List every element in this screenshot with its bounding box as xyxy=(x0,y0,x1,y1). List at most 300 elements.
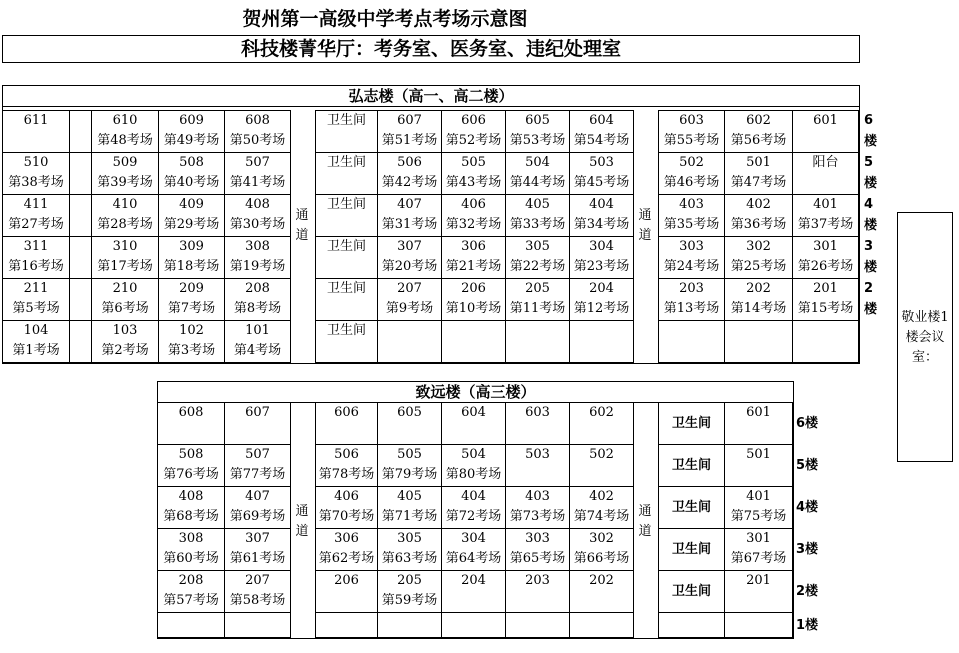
room-cell xyxy=(505,152,570,195)
room-cell xyxy=(91,236,159,279)
room-cell xyxy=(569,320,634,363)
passage-label: 通道 xyxy=(638,504,652,539)
room-number: 605 xyxy=(397,405,422,420)
exam-room-label: 第67考场 xyxy=(730,551,787,566)
room-number xyxy=(506,613,569,633)
exam-room-label xyxy=(225,423,290,443)
room-cell xyxy=(792,194,859,237)
room-cell xyxy=(569,612,634,638)
exam-room-label xyxy=(725,341,792,361)
floor-label: 3楼 xyxy=(796,542,819,557)
room-number xyxy=(378,321,441,341)
room-number: 404 xyxy=(461,489,486,504)
exam-room-label: 第23考场 xyxy=(573,259,630,274)
room-cell xyxy=(315,110,378,153)
exam-room-label: 第13考场 xyxy=(663,301,720,316)
room-cell xyxy=(91,110,159,153)
exam-room-label: 第70考场 xyxy=(318,509,375,524)
room-number: 508 xyxy=(178,447,204,462)
room-number: 510 xyxy=(23,155,49,170)
room-cell xyxy=(441,194,506,237)
floor-label: 5楼 xyxy=(796,458,819,473)
room-number: 502 xyxy=(679,155,704,170)
room-cell xyxy=(724,444,793,487)
room-cell xyxy=(569,236,634,279)
room-cell xyxy=(91,278,159,321)
exam-room-label: 第25考场 xyxy=(730,259,787,274)
room-number: 208 xyxy=(178,573,204,588)
room-cell xyxy=(505,278,570,321)
exam-room-label: 第24考场 xyxy=(663,259,720,274)
passage-label: 通道 xyxy=(295,504,309,539)
room-number: 206 xyxy=(461,281,486,296)
room-number: 608 xyxy=(245,113,270,128)
room-cell xyxy=(158,236,225,279)
exam-room-label xyxy=(725,591,792,611)
room-number xyxy=(378,613,441,633)
room-number: 305 xyxy=(397,531,422,546)
exam-room-label: 第61考场 xyxy=(229,551,286,566)
room-number xyxy=(659,321,724,341)
room-cell xyxy=(505,320,570,363)
room-number: 408 xyxy=(178,489,204,504)
room-cell xyxy=(157,528,225,571)
room-cell xyxy=(158,194,225,237)
empty-cell xyxy=(69,320,92,363)
exam-room-label: 第60考场 xyxy=(163,551,219,566)
exam-room-label: 第50考场 xyxy=(229,133,286,148)
exam-room-label: 第6考场 xyxy=(101,301,149,316)
room-number: 103 xyxy=(112,323,138,338)
room-cell xyxy=(569,194,634,237)
room-cell xyxy=(377,444,442,487)
room-cell xyxy=(224,152,291,195)
room-number: 卫生间 xyxy=(326,197,366,212)
exam-room-label xyxy=(158,423,224,443)
room-cell xyxy=(724,110,793,153)
exam-room-label: 第12考场 xyxy=(573,301,630,316)
meeting-room-box: 敬业楼1楼会议室： xyxy=(897,212,953,462)
room-number: 203 xyxy=(679,281,704,296)
exam-room-label: 第53考场 xyxy=(509,133,566,148)
room-cell xyxy=(377,278,442,321)
room-cell xyxy=(2,236,70,279)
room-cell xyxy=(441,278,506,321)
subtitle-box: 科技楼菁华厅：考务室、医务室、违纪处理室 xyxy=(2,35,860,63)
room-cell xyxy=(505,402,570,445)
exam-room-label xyxy=(506,465,569,485)
room-cell xyxy=(224,444,291,487)
room-number xyxy=(570,321,633,341)
room-number: 304 xyxy=(589,239,614,254)
room-cell xyxy=(224,236,291,279)
room-number: 308 xyxy=(178,531,204,546)
room-number: 304 xyxy=(461,531,486,546)
exam-room-label xyxy=(570,341,633,361)
exam-room-label xyxy=(316,341,377,361)
room-number: 302 xyxy=(746,239,771,254)
room-number: 311 xyxy=(23,239,49,254)
exam-room-label: 第77考场 xyxy=(229,467,286,482)
room-number: 401 xyxy=(813,197,838,212)
room-cell xyxy=(224,402,291,445)
room-cell xyxy=(91,320,159,363)
room-cell xyxy=(377,152,442,195)
room-number: 502 xyxy=(589,447,614,462)
room-number: 301 xyxy=(813,239,838,254)
room-number: 501 xyxy=(746,447,771,462)
room-cell xyxy=(569,402,634,445)
room-cell xyxy=(505,110,570,153)
room-number: 506 xyxy=(397,155,422,170)
exam-room-label xyxy=(316,173,377,193)
exam-room-label: 第40考场 xyxy=(163,175,220,190)
room-cell xyxy=(377,194,442,237)
room-cell xyxy=(157,612,225,638)
room-number: 203 xyxy=(525,573,550,588)
room-cell xyxy=(505,570,570,613)
exam-room-label: 第9考场 xyxy=(385,301,434,316)
room-cell xyxy=(441,152,506,195)
room-number xyxy=(506,321,569,341)
exam-room-label xyxy=(316,131,377,151)
toilet-cell: 卫生间 xyxy=(658,444,725,487)
room-cell xyxy=(315,320,378,363)
room-cell xyxy=(724,152,793,195)
room-cell xyxy=(658,236,725,279)
room-number: 408 xyxy=(245,197,270,212)
room-number: 401 xyxy=(746,489,771,504)
room-cell xyxy=(658,110,725,153)
exam-room-label: 第46考场 xyxy=(663,175,720,190)
exam-room-label: 第18考场 xyxy=(163,259,220,274)
room-number: 306 xyxy=(461,239,486,254)
exam-room-label: 第30考场 xyxy=(229,217,286,232)
exam-room-label xyxy=(316,257,377,277)
room-cell xyxy=(315,152,378,195)
room-number: 410 xyxy=(112,197,138,212)
exam-room-label xyxy=(316,215,377,235)
room-number: 606 xyxy=(334,405,359,420)
room-number: 307 xyxy=(245,531,270,546)
room-cell xyxy=(569,444,634,487)
room-cell xyxy=(792,278,859,321)
room-number: 205 xyxy=(525,281,550,296)
exam-room-label: 第39考场 xyxy=(97,175,153,190)
room-number: 504 xyxy=(461,447,486,462)
room-number: 601 xyxy=(746,405,771,420)
room-cell xyxy=(377,570,442,613)
empty-cell xyxy=(69,194,92,237)
exam-room-label: 第38考场 xyxy=(8,175,64,190)
exam-room-label xyxy=(570,465,633,485)
exam-room-label: 第68考场 xyxy=(163,509,219,524)
exam-room-label xyxy=(506,633,569,653)
room-cell xyxy=(377,320,442,363)
room-number: 阳台 xyxy=(812,155,839,170)
room-number: 403 xyxy=(525,489,550,504)
room-number: 卫生间 xyxy=(326,155,366,170)
room-number: 406 xyxy=(461,197,486,212)
room-number: 309 xyxy=(179,239,204,254)
exam-room-label: 第31考场 xyxy=(381,217,438,232)
exam-room-label: 第20考场 xyxy=(381,259,438,274)
exam-room-label: 第58考场 xyxy=(229,593,286,608)
exam-room-label xyxy=(442,341,505,361)
room-number: 211 xyxy=(23,281,49,296)
room-number: 307 xyxy=(397,239,422,254)
room-cell xyxy=(569,278,634,321)
exam-room-label xyxy=(378,423,441,443)
exam-room-label xyxy=(158,633,224,653)
room-number: 411 xyxy=(23,197,49,212)
exam-room-label xyxy=(378,341,441,361)
room-number: 604 xyxy=(461,405,486,420)
room-cell xyxy=(792,152,859,195)
room-number xyxy=(725,321,792,341)
room-cell xyxy=(91,152,159,195)
room-cell xyxy=(315,444,378,487)
exam-room-label: 第37考场 xyxy=(797,217,854,232)
room-number xyxy=(225,613,290,633)
exam-room-label: 第76考场 xyxy=(163,467,219,482)
room-cell xyxy=(377,402,442,445)
room-cell xyxy=(441,110,506,153)
exam-room-label: 第22考场 xyxy=(509,259,566,274)
room-number: 卫生间 xyxy=(326,281,366,296)
room-cell xyxy=(224,278,291,321)
room-cell xyxy=(441,236,506,279)
exam-room-label xyxy=(725,423,792,443)
room-number: 104 xyxy=(23,323,49,338)
exam-room-label xyxy=(725,465,792,485)
exam-room-label: 第16考场 xyxy=(8,259,64,274)
exam-room-label: 第49考场 xyxy=(163,133,220,148)
room-cell xyxy=(505,236,570,279)
exam-room-label: 第62考场 xyxy=(318,551,375,566)
exam-room-label: 第72考场 xyxy=(445,509,502,524)
room-number xyxy=(442,613,505,633)
exam-room-label: 第21考场 xyxy=(445,259,502,274)
exam-room-label: 第33考场 xyxy=(509,217,566,232)
room-number: 207 xyxy=(245,573,270,588)
empty-cell xyxy=(69,110,92,153)
exam-room-label xyxy=(793,341,858,361)
room-cell xyxy=(658,320,725,363)
floor-label: 4楼 xyxy=(864,197,878,233)
floor-label: 5楼 xyxy=(864,155,878,191)
exam-room-label xyxy=(506,591,569,611)
room-cell xyxy=(724,486,793,529)
exam-room-label: 第51考场 xyxy=(381,133,438,148)
room-cell xyxy=(505,486,570,529)
room-cell xyxy=(315,528,378,571)
room-number: 306 xyxy=(334,531,359,546)
exam-room-label: 第8考场 xyxy=(233,301,282,316)
room-cell xyxy=(158,110,225,153)
room-cell xyxy=(157,486,225,529)
exam-room-label: 第66考场 xyxy=(573,551,630,566)
toilet-cell: 卫生间 xyxy=(658,486,725,529)
exam-room-label: 第44考场 xyxy=(509,175,566,190)
exam-room-label: 第45考场 xyxy=(573,175,630,190)
room-number: 403 xyxy=(679,197,704,212)
building-title: 弘志楼（高一、高二楼） xyxy=(3,86,859,107)
room-cell xyxy=(505,194,570,237)
room-number: 210 xyxy=(112,281,138,296)
exam-room-label xyxy=(3,131,69,151)
room-number: 202 xyxy=(746,281,771,296)
exam-room-label xyxy=(442,633,505,653)
room-number: 303 xyxy=(525,531,550,546)
room-number: 503 xyxy=(525,447,550,462)
room-number: 406 xyxy=(334,489,359,504)
room-cell xyxy=(724,528,793,571)
exam-room-label xyxy=(793,131,858,151)
room-cell xyxy=(315,194,378,237)
exam-room-label: 第52考场 xyxy=(445,133,502,148)
room-number xyxy=(570,613,633,633)
exam-room-label: 第48考场 xyxy=(97,133,153,148)
exam-room-label: 第42考场 xyxy=(381,175,438,190)
floor-label: 1楼 xyxy=(796,618,819,633)
room-number: 202 xyxy=(589,573,614,588)
exam-room-label: 第15考场 xyxy=(797,301,854,316)
room-number: 610 xyxy=(112,113,138,128)
exam-room-label: 第78考场 xyxy=(318,467,375,482)
exam-room-label: 第73考场 xyxy=(509,509,566,524)
toilet-cell xyxy=(658,612,725,638)
exam-room-label xyxy=(725,633,792,653)
room-cell xyxy=(2,278,70,321)
exam-room-label: 第1考场 xyxy=(12,343,60,358)
exam-room-label: 第65考场 xyxy=(509,551,566,566)
room-number: 507 xyxy=(245,447,270,462)
room-cell xyxy=(158,320,225,363)
room-cell xyxy=(792,236,859,279)
exam-room-label: 第43考场 xyxy=(445,175,502,190)
exam-room-label xyxy=(506,341,569,361)
room-number: 611 xyxy=(23,113,49,128)
room-cell xyxy=(224,528,291,571)
exam-room-label: 第64考场 xyxy=(445,551,502,566)
room-number: 607 xyxy=(245,405,270,420)
room-number: 503 xyxy=(589,155,614,170)
exam-room-label: 第11考场 xyxy=(509,301,566,316)
empty-cell xyxy=(69,236,92,279)
room-cell xyxy=(2,110,70,153)
room-cell xyxy=(91,194,159,237)
room-cell xyxy=(505,444,570,487)
passage-label: 通道 xyxy=(638,208,652,243)
exam-room-label: 第74考场 xyxy=(573,509,630,524)
exam-room-label: 第2考场 xyxy=(101,343,149,358)
room-cell xyxy=(224,320,291,363)
room-cell xyxy=(569,528,634,571)
room-cell xyxy=(724,320,793,363)
exam-room-label: 第29考场 xyxy=(163,217,220,232)
room-cell xyxy=(224,194,291,237)
room-number: 509 xyxy=(112,155,138,170)
room-cell xyxy=(157,444,225,487)
room-cell xyxy=(224,486,291,529)
room-cell xyxy=(505,612,570,638)
exam-room-label: 第34考场 xyxy=(573,217,630,232)
room-number: 602 xyxy=(746,113,771,128)
room-number: 603 xyxy=(525,405,550,420)
room-number: 402 xyxy=(746,197,771,212)
room-number: 303 xyxy=(679,239,704,254)
room-number: 310 xyxy=(112,239,138,254)
room-cell xyxy=(792,320,859,363)
exam-room-label: 第7考场 xyxy=(167,301,216,316)
exam-room-label: 第59考场 xyxy=(381,593,438,608)
floor-label: 4楼 xyxy=(796,500,819,515)
floor-label: 6楼 xyxy=(864,113,878,149)
exam-room-label: 第10考场 xyxy=(445,301,502,316)
room-number: 604 xyxy=(589,113,614,128)
exam-room-label xyxy=(442,423,505,443)
floor-label: 3楼 xyxy=(864,239,878,275)
room-cell xyxy=(315,570,378,613)
toilet-cell: 卫生间 xyxy=(658,528,725,571)
exam-room-label xyxy=(659,341,724,361)
room-number: 209 xyxy=(179,281,204,296)
empty-cell xyxy=(69,152,92,195)
room-number: 407 xyxy=(397,197,422,212)
exam-room-label: 第80考场 xyxy=(445,467,502,482)
room-cell xyxy=(441,444,506,487)
room-number xyxy=(158,613,224,633)
exam-room-label: 第5考场 xyxy=(12,301,60,316)
room-number: 504 xyxy=(525,155,550,170)
room-cell xyxy=(224,570,291,613)
room-cell xyxy=(315,486,378,529)
room-number: 605 xyxy=(525,113,550,128)
room-number: 204 xyxy=(589,281,614,296)
room-cell xyxy=(377,486,442,529)
room-number: 405 xyxy=(525,197,550,212)
exam-room-label: 第36考场 xyxy=(730,217,787,232)
exam-room-label xyxy=(442,591,505,611)
exam-room-label xyxy=(378,633,441,653)
room-cell xyxy=(792,110,859,153)
exam-room-label xyxy=(316,423,377,443)
room-cell xyxy=(724,570,793,613)
room-number: 305 xyxy=(525,239,550,254)
floor-label: 2楼 xyxy=(796,584,819,599)
room-number: 601 xyxy=(813,113,838,128)
room-cell xyxy=(441,486,506,529)
room-cell xyxy=(658,194,725,237)
room-number xyxy=(316,613,377,633)
room-number: 603 xyxy=(679,113,704,128)
room-cell xyxy=(2,152,70,195)
room-number: 205 xyxy=(397,573,422,588)
room-number: 501 xyxy=(746,155,771,170)
room-cell xyxy=(315,612,378,638)
exam-room-label: 第32考场 xyxy=(445,217,502,232)
room-cell xyxy=(569,152,634,195)
room-cell xyxy=(569,570,634,613)
exam-room-label xyxy=(570,423,633,443)
room-number xyxy=(793,321,858,341)
room-cell xyxy=(315,278,378,321)
room-number: 607 xyxy=(397,113,422,128)
room-number: 卫生间 xyxy=(326,239,366,254)
room-cell xyxy=(724,278,793,321)
passage-label: 通道 xyxy=(295,208,309,243)
